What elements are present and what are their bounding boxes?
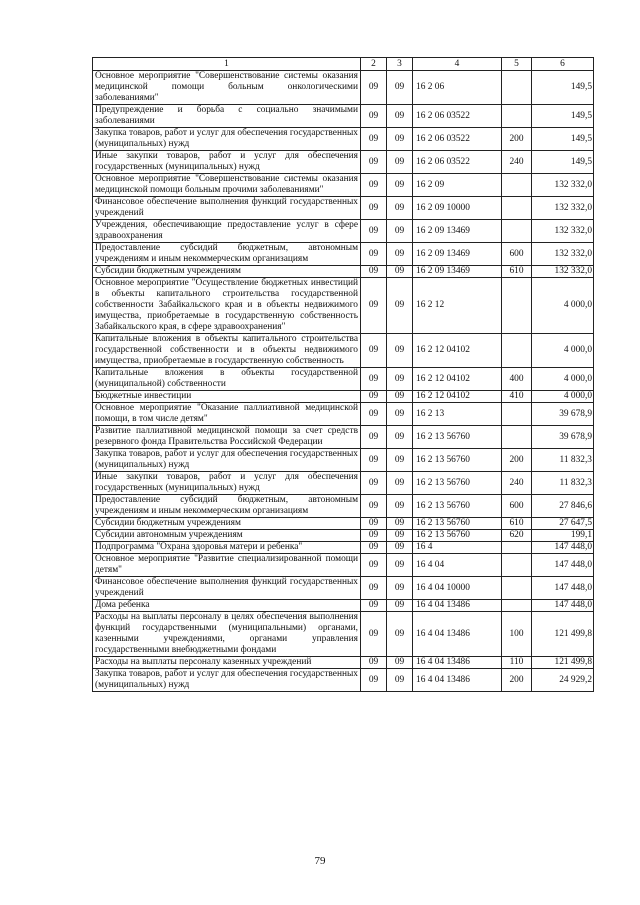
subsection-code-cell: 09 [387,669,413,692]
subsection-code-cell: 09 [387,243,413,266]
expense-type-cell: 600 [502,243,532,266]
table-row [93,530,594,542]
row-name-cell: Закупка товаров, работ и услуг для обеспечения государственных (муниципальных) нужд [93,128,361,151]
target-article-cell: 16 2 12 [413,278,502,334]
row-name-cell: Предоставление субсидий бюджетным, автономным учреждениям и иным некоммерческим организациям [93,495,361,518]
section-code-cell: 09 [361,426,387,449]
expense-type-cell: 610 [502,518,532,530]
section-code-cell: 09 [361,278,387,334]
target-article-cell: 16 2 06 [413,71,502,105]
amount-cell: 132 332,0 [532,174,594,197]
expense-type-cell [502,554,532,577]
row-name-cell: Иные закупки товаров, работ и услуг для обеспечения государственных (муниципальных) нужд [93,151,361,174]
section-code-cell: 09 [361,220,387,243]
target-article-cell: 16 4 04 13486 [413,600,502,612]
section-code-cell: 09 [361,554,387,577]
target-article-cell: 16 4 04 13486 [413,669,502,692]
section-code-cell: 09 [361,495,387,518]
table-row [93,403,594,426]
table-row [93,128,594,151]
row-name-cell: Бюджетные инвестиции [93,391,361,403]
table-row [93,669,594,692]
table-row [93,472,594,495]
row-name-cell: Капитальные вложения в объекты государственной (муниципальной) собственности [93,368,361,391]
table-row [93,71,594,105]
expense-type-cell [502,600,532,612]
target-article-cell: 16 2 09 13469 [413,243,502,266]
header-cell-3: 3 [387,58,413,71]
subsection-code-cell: 09 [387,334,413,368]
section-code-cell: 09 [361,151,387,174]
expense-type-cell [502,542,532,554]
section-code-cell: 09 [361,403,387,426]
row-name-cell: Субсидии бюджетным учреждениям [93,266,361,278]
budget-table [92,57,594,692]
table-row [93,600,594,612]
section-code-cell: 09 [361,472,387,495]
expense-type-cell [502,403,532,426]
section-code-cell: 09 [361,518,387,530]
subsection-code-cell: 09 [387,105,413,128]
target-article-cell: 16 4 04 [413,554,502,577]
target-article-cell: 16 2 13 56760 [413,495,502,518]
section-code-cell: 09 [361,391,387,403]
table-row [93,612,594,657]
expense-type-cell: 400 [502,368,532,391]
row-name-cell: Расходы на выплаты персоналу казенных учреждений [93,657,361,669]
row-name-cell: Основное мероприятие "Совершенствование системы оказания медицинской помощи больным онкологическими заболеваниями" [93,71,361,105]
row-name-cell: Основное мероприятие "Совершенствование системы оказания медицинской помощи больным прочими заболеваниями" [93,174,361,197]
table-row [93,554,594,577]
table-row [93,220,594,243]
subsection-code-cell: 09 [387,495,413,518]
target-article-cell: 16 2 09 13469 [413,220,502,243]
row-name-cell: Основное мероприятие "Осуществление бюджетных инвестиций в объекты капитального строительства государственной собственности Забайкальского края и в объекты недвижимого имущества, приобретаемые в государственную собственность Забайкальского края, в сфере здравоохранения" [93,278,361,334]
table-row [93,495,594,518]
target-article-cell: 16 2 13 [413,403,502,426]
header-cell-4: 4 [413,58,502,71]
header-row [93,58,594,71]
row-name-cell: Предупреждение и борьба с социально значимыми заболеваниями [93,105,361,128]
amount-cell: 27 647,5 [532,518,594,530]
subsection-code-cell: 09 [387,391,413,403]
table-row [93,243,594,266]
subsection-code-cell: 09 [387,266,413,278]
target-article-cell: 16 2 12 04102 [413,391,502,403]
expense-type-cell: 110 [502,657,532,669]
section-code-cell: 09 [361,368,387,391]
section-code-cell: 09 [361,600,387,612]
row-name-cell: Расходы на выплаты персоналу в целях обеспечения выполнения функций государственными (муниципальными) органами, казенными учреждениями, органами управления государственными внебюджетными фондами [93,612,361,657]
amount-cell: 149,5 [532,151,594,174]
expense-type-cell: 610 [502,266,532,278]
section-code-cell: 09 [361,71,387,105]
row-name-cell: Закупка товаров, работ и услуг для обеспечения государственных (муниципальных) нужд [93,669,361,692]
section-code-cell: 09 [361,449,387,472]
table-body [93,71,594,692]
amount-cell: 11 832,3 [532,472,594,495]
subsection-code-cell: 09 [387,174,413,197]
subsection-code-cell: 09 [387,472,413,495]
expense-type-cell: 200 [502,128,532,151]
page-number: 79 [314,855,326,867]
subsection-code-cell: 09 [387,600,413,612]
subsection-code-cell: 09 [387,403,413,426]
amount-cell: 24 929,2 [532,669,594,692]
amount-cell: 149,5 [532,105,594,128]
expense-type-cell [502,197,532,220]
amount-cell: 147 448,0 [532,600,594,612]
target-article-cell: 16 2 09 [413,174,502,197]
subsection-code-cell: 09 [387,612,413,657]
subsection-code-cell: 09 [387,197,413,220]
section-code-cell: 09 [361,174,387,197]
row-name-cell: Субсидии бюджетным учреждениям [93,518,361,530]
header-cell-6: 6 [532,58,594,71]
section-code-cell: 09 [361,197,387,220]
subsection-code-cell: 09 [387,426,413,449]
target-article-cell: 16 4 04 13486 [413,612,502,657]
subsection-code-cell: 09 [387,449,413,472]
table-row [93,542,594,554]
expense-type-cell: 240 [502,151,532,174]
row-name-cell: Закупка товаров, работ и услуг для обеспечения государственных (муниципальных) нужд [93,449,361,472]
amount-cell: 149,5 [532,128,594,151]
table-row [93,334,594,368]
subsection-code-cell: 09 [387,577,413,600]
amount-cell: 11 832,3 [532,449,594,472]
section-code-cell: 09 [361,542,387,554]
amount-cell: 149,5 [532,71,594,105]
amount-cell: 4 000,0 [532,391,594,403]
subsection-code-cell: 09 [387,518,413,530]
table-row [93,105,594,128]
target-article-cell: 16 2 13 56760 [413,426,502,449]
header-cell-5: 5 [502,58,532,71]
target-article-cell: 16 2 06 03522 [413,128,502,151]
subsection-code-cell: 09 [387,542,413,554]
row-name-cell: Основное мероприятие "Развитие специализированной помощи детям" [93,554,361,577]
target-article-cell: 16 2 13 56760 [413,449,502,472]
expense-type-cell: 620 [502,530,532,542]
row-name-cell: Финансовое обеспечение выполнения функций государственных учреждений [93,197,361,220]
table-row [93,266,594,278]
expense-type-cell [502,220,532,243]
target-article-cell: 16 4 04 10000 [413,577,502,600]
section-code-cell: 09 [361,669,387,692]
row-name-cell: Подпрограмма "Охрана здоровья матери и ребенка" [93,542,361,554]
section-code-cell: 09 [361,128,387,151]
table-row [93,449,594,472]
row-name-cell: Развитие паллиативной медицинской помощи за счет средств резервного фонда Правительства Российской Федерации [93,426,361,449]
target-article-cell: 16 2 13 56760 [413,530,502,542]
expense-type-cell [502,71,532,105]
table-row [93,426,594,449]
subsection-code-cell: 09 [387,71,413,105]
table-row [93,518,594,530]
expense-type-cell: 200 [502,669,532,692]
header-cell-2: 2 [361,58,387,71]
row-name-cell: Основное мероприятие "Оказание паллиативной медицинской помощи, в том числе детям" [93,403,361,426]
expense-type-cell: 240 [502,472,532,495]
amount-cell: 132 332,0 [532,243,594,266]
amount-cell: 4 000,0 [532,334,594,368]
expense-type-cell [502,174,532,197]
subsection-code-cell: 09 [387,128,413,151]
target-article-cell: 16 4 [413,542,502,554]
subsection-code-cell: 09 [387,368,413,391]
amount-cell: 121 499,8 [532,612,594,657]
amount-cell: 147 448,0 [532,554,594,577]
amount-cell: 132 332,0 [532,197,594,220]
section-code-cell: 09 [361,334,387,368]
subsection-code-cell: 09 [387,151,413,174]
target-article-cell: 16 2 06 03522 [413,105,502,128]
row-name-cell: Предоставление субсидий бюджетным, автономным учреждениям и иным некоммерческим организациям [93,243,361,266]
expense-type-cell: 200 [502,449,532,472]
row-name-cell: Учреждения, обеспечивающие предоставление услуг в сфере здравоохранения [93,220,361,243]
row-name-cell: Иные закупки товаров, работ и услуг для обеспечения государственных (муниципальных) нужд [93,472,361,495]
budget-table-container [92,57,593,692]
subsection-code-cell: 09 [387,220,413,243]
target-article-cell: 16 2 09 10000 [413,197,502,220]
amount-cell: 27 846,6 [532,495,594,518]
table-row [93,174,594,197]
target-article-cell: 16 2 09 13469 [413,266,502,278]
target-article-cell: 16 4 04 13486 [413,657,502,669]
subsection-code-cell: 09 [387,278,413,334]
target-article-cell: 16 2 12 04102 [413,334,502,368]
expense-type-cell [502,334,532,368]
expense-type-cell [502,278,532,334]
target-article-cell: 16 2 06 03522 [413,151,502,174]
section-code-cell: 09 [361,657,387,669]
section-code-cell: 09 [361,530,387,542]
table-row [93,391,594,403]
target-article-cell: 16 2 12 04102 [413,368,502,391]
target-article-cell: 16 2 13 56760 [413,518,502,530]
expense-type-cell [502,105,532,128]
subsection-code-cell: 09 [387,657,413,669]
row-name-cell: Капитальные вложения в объекты капитального строительства государственной собственности и в объекты недвижимого имущества, приобретаемые в государственную собственность [93,334,361,368]
amount-cell: 132 332,0 [532,220,594,243]
expense-type-cell [502,577,532,600]
target-article-cell: 16 2 13 56760 [413,472,502,495]
row-name-cell: Субсидии автономным учреждениям [93,530,361,542]
section-code-cell: 09 [361,577,387,600]
section-code-cell: 09 [361,266,387,278]
section-code-cell: 09 [361,612,387,657]
amount-cell: 147 448,0 [532,577,594,600]
amount-cell: 121 499,8 [532,657,594,669]
table-row [93,197,594,220]
amount-cell: 4 000,0 [532,368,594,391]
table-row [93,278,594,334]
header-cell-1: 1 [93,58,361,71]
amount-cell: 147 448,0 [532,542,594,554]
row-name-cell: Дома ребенка [93,600,361,612]
row-name-cell: Финансовое обеспечение выполнения функций государственных учреждений [93,577,361,600]
expense-type-cell: 100 [502,612,532,657]
table-row [93,368,594,391]
amount-cell: 39 678,9 [532,426,594,449]
section-code-cell: 09 [361,243,387,266]
amount-cell: 39 678,9 [532,403,594,426]
expense-type-cell: 600 [502,495,532,518]
subsection-code-cell: 09 [387,530,413,542]
table-row [93,577,594,600]
amount-cell: 4 000,0 [532,278,594,334]
expense-type-cell: 410 [502,391,532,403]
section-code-cell: 09 [361,105,387,128]
table-row [93,657,594,669]
subsection-code-cell: 09 [387,554,413,577]
amount-cell: 199,1 [532,530,594,542]
expense-type-cell [502,426,532,449]
table-row [93,151,594,174]
amount-cell: 132 332,0 [532,266,594,278]
